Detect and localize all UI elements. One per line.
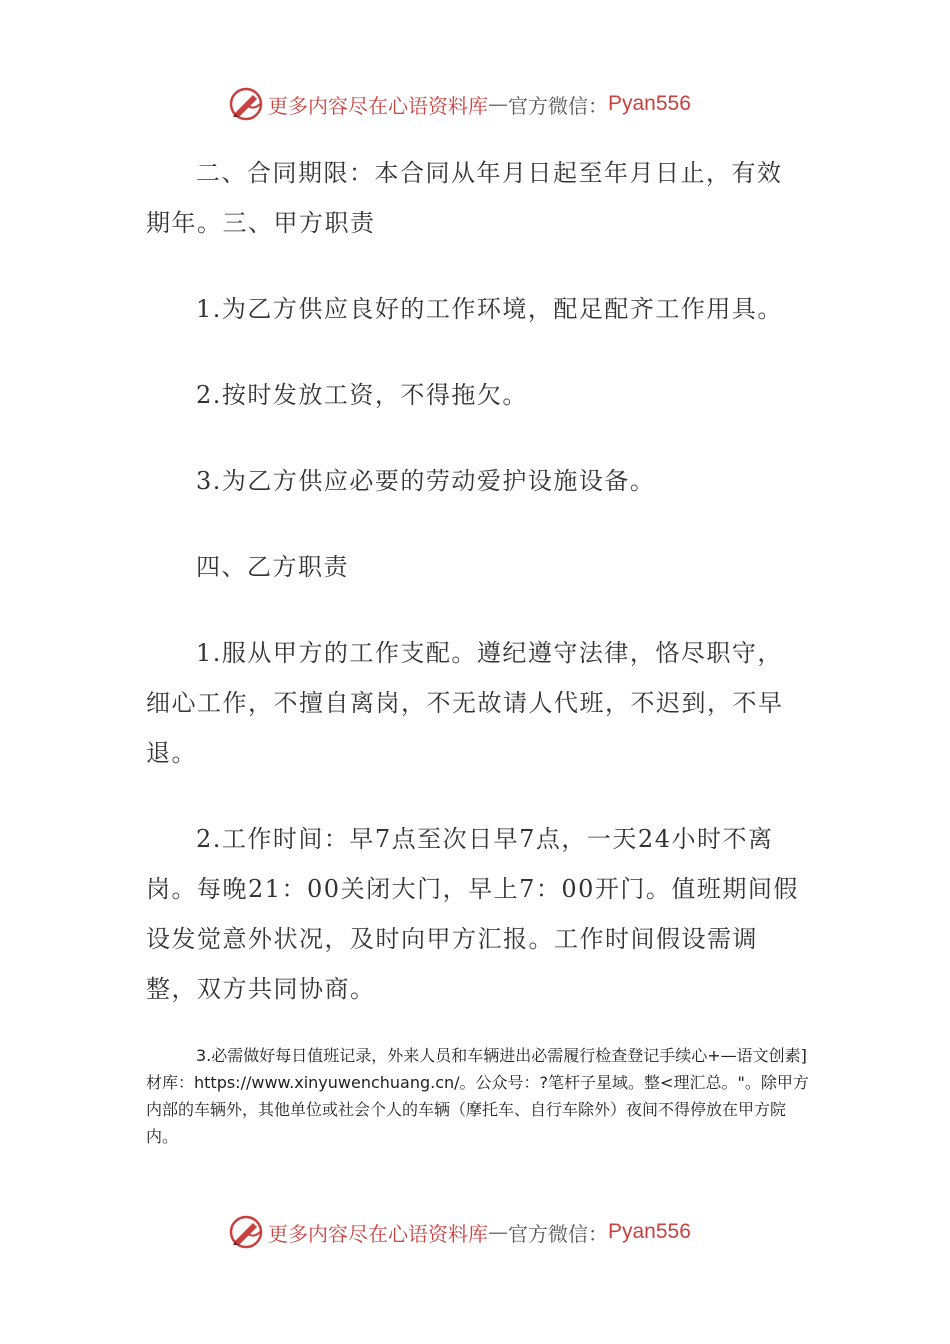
banner-wechat-id: Pyan556 — [608, 92, 691, 115]
paragraph-party-a-duty-2: 2.按时发放工资，不得拖欠。 — [196, 381, 528, 409]
paragraph-party-b-duty-1: 1.服从甲方的工作支配。遵纪遵守法律，恪尽职守，细心工作，不擅自离岗，不无故请人代班，不迟到，不早退。 — [146, 639, 784, 767]
paragraph-contract-term: 二、合同期限：本合同从年月日起至年月日止，有效期年。三、甲方职责 — [146, 159, 783, 237]
banner-site-name: 更多内容尽在心语资料库 — [268, 1221, 488, 1246]
banner-wechat-label: 官方微信： — [508, 93, 608, 118]
paragraph-party-a-duty-1: 1.为乙方供应良好的工作环境，配足配齐工作用具。 — [196, 295, 783, 323]
paragraph-party-b-duty-3: 3.必需做好每日值班记录，外来人员和车辆进出必需履行检查登记手续心+—语文创素]材库：https://www.xinyuwenchuang.cn/。公众号：?笔杆子星域。整<理汇总。"。除甲方内部的车辆外，其他单位或社会个人的车辆（摩托车、自行车除外）夜间不得停放在甲方院内。 — [146, 1046, 809, 1146]
document-body — [146, 148, 806, 1014]
banner-wechat-label: 官方微信： — [508, 1221, 608, 1246]
paragraph-party-b-duty-2: 2.工作时间：早7点至次日早7点，一天24小时不离岗。每晚21：00关闭大门，早上7：00开门。值班期间假设发觉意外状况，及时向甲方汇报。工作时间假设需调整，双方共同协商。 — [146, 825, 799, 1003]
banner-site-name: 更多内容尽在心语资料库 — [268, 93, 488, 118]
paragraph-party-a-duty-3: 3.为乙方供应必要的劳动爱护设施设备。 — [196, 467, 656, 495]
section-heading-party-b: 四、乙方职责 — [196, 553, 349, 581]
header-banner — [228, 84, 691, 124]
pen-logo-icon — [228, 86, 264, 122]
pen-logo-icon — [228, 1214, 264, 1250]
banner-dash: — — [488, 1220, 508, 1244]
banner-wechat-id: Pyan556 — [608, 1220, 691, 1243]
banner-dash: — — [488, 92, 508, 116]
footer-banner — [228, 1212, 691, 1252]
